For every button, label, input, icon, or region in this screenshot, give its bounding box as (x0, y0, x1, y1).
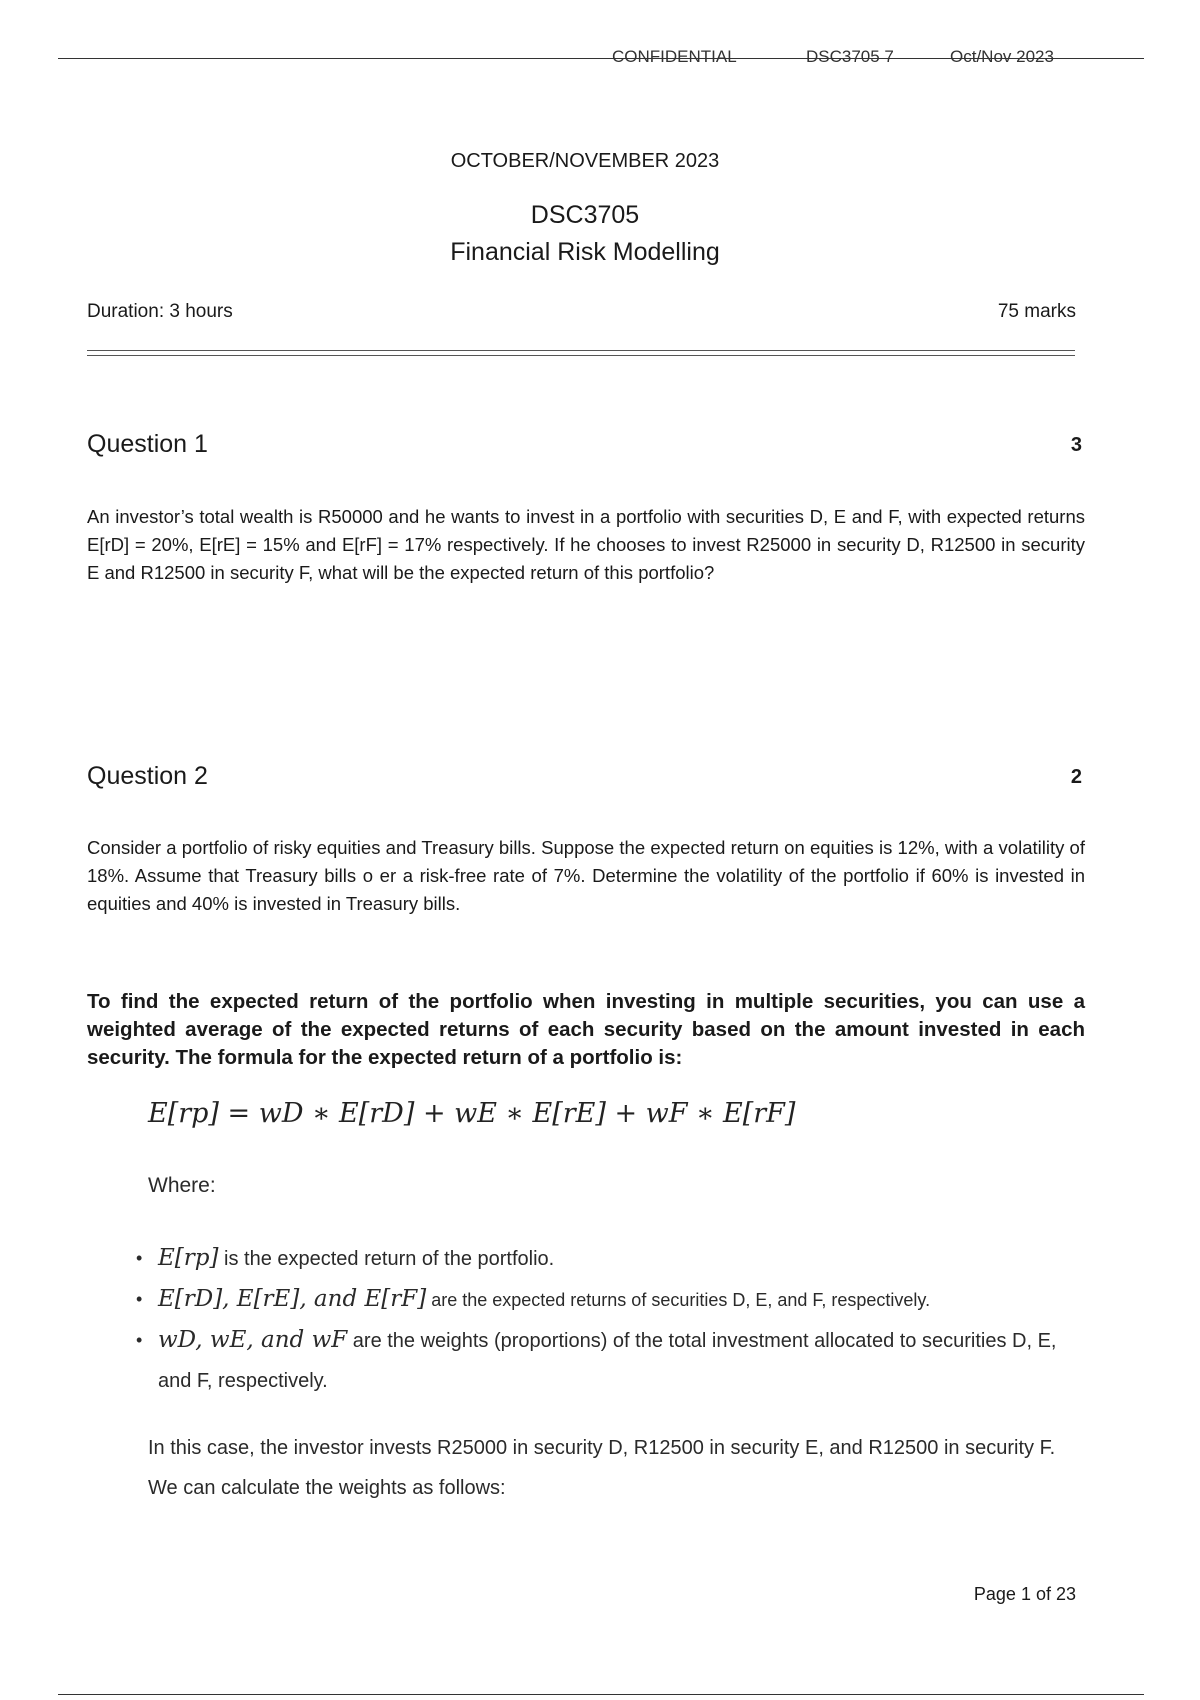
question-1-text: An investor’s total wealth is R50000 and he wants to invest in a portfolio with securities D, E and F, with expected returns E[rD] = 20%, E[rE] = 15% and E[rF] = 17% respectively. If he chooses to invest R25000 in security D, R12500 in security E and R12500 in security F, what will be the expected return of this portfolio? (87, 506, 1085, 583)
math-term: E[rp] (158, 1245, 219, 1271)
math-term: E[rD], E[rE], and E[rF] (158, 1286, 427, 1312)
bullet-icon: • (136, 1248, 143, 1268)
question-1-heading: Question 1 (87, 430, 208, 458)
definition-text: are the weights (proportions) of the total investment allocated to securities D, E, and F, respectively. (158, 1330, 1057, 1392)
page-number: Page 1 of 23 (973, 1584, 1076, 1604)
exam-date-ref: Oct/Nov 2023 (950, 47, 1054, 66)
exam-period: OCTOBER/NOVEMBER 2023 (450, 150, 720, 172)
bottom-rule (58, 1694, 1144, 1695)
question-2-marks: 2 (1070, 766, 1082, 788)
answer-intro: To find the expected return of the portfolio when investing in multiple securities, you can use a weighted average of the expected returns of each security based on the amount invested in each security. The formula for the expected return of a portfolio is: (87, 990, 1085, 1069)
exam-duration: Duration: 3 hours (87, 301, 233, 322)
definition-text: are the expected returns of securities D, E, and F, respectively. (426, 1290, 931, 1310)
list-item (130, 1279, 1090, 1320)
variable-definitions-list (130, 1238, 1090, 1401)
course-code: DSC3705 (530, 201, 640, 229)
bullet-icon: • (136, 1330, 143, 1350)
bullet-icon: • (136, 1289, 143, 1309)
total-marks: 75 marks (997, 301, 1076, 322)
section-divider (87, 350, 1075, 356)
list-item (130, 1238, 1090, 1279)
where-label: Where: (148, 1174, 216, 1197)
weights-explanation: In this case, the investor invests R25000 in security D, R12500 in security E, and R12500 in security F. We can calculate the weights as follows: (148, 1437, 1056, 1499)
confidential-label: CONFIDENTIAL (612, 47, 737, 66)
definition-text: is the expected return of the portfolio. (218, 1248, 555, 1270)
course-name: Financial Risk Modelling (450, 238, 720, 266)
question-2-text: Consider a portfolio of risky equities and Treasury bills. Suppose the expected return on equities is 12%, with a volatility of 18%. Assume that Treasury bills o er a risk-free rate of 7%. Determine the volatility of the portfolio if 60% is invested in equities and 40% is invested in Treasury bills. (87, 837, 1085, 914)
math-term: wD, wE, and wF (158, 1327, 348, 1353)
portfolio-return-formula: E[rp] = wD ∗ E[rD] + wE ∗ E[rE] + wF ∗ E[rF] (148, 1098, 796, 1129)
question-2-heading: Question 2 (87, 762, 208, 790)
list-item (130, 1320, 1090, 1401)
question-1-marks: 3 (1070, 434, 1082, 456)
course-code-ref: DSC3705 7 (806, 47, 894, 66)
